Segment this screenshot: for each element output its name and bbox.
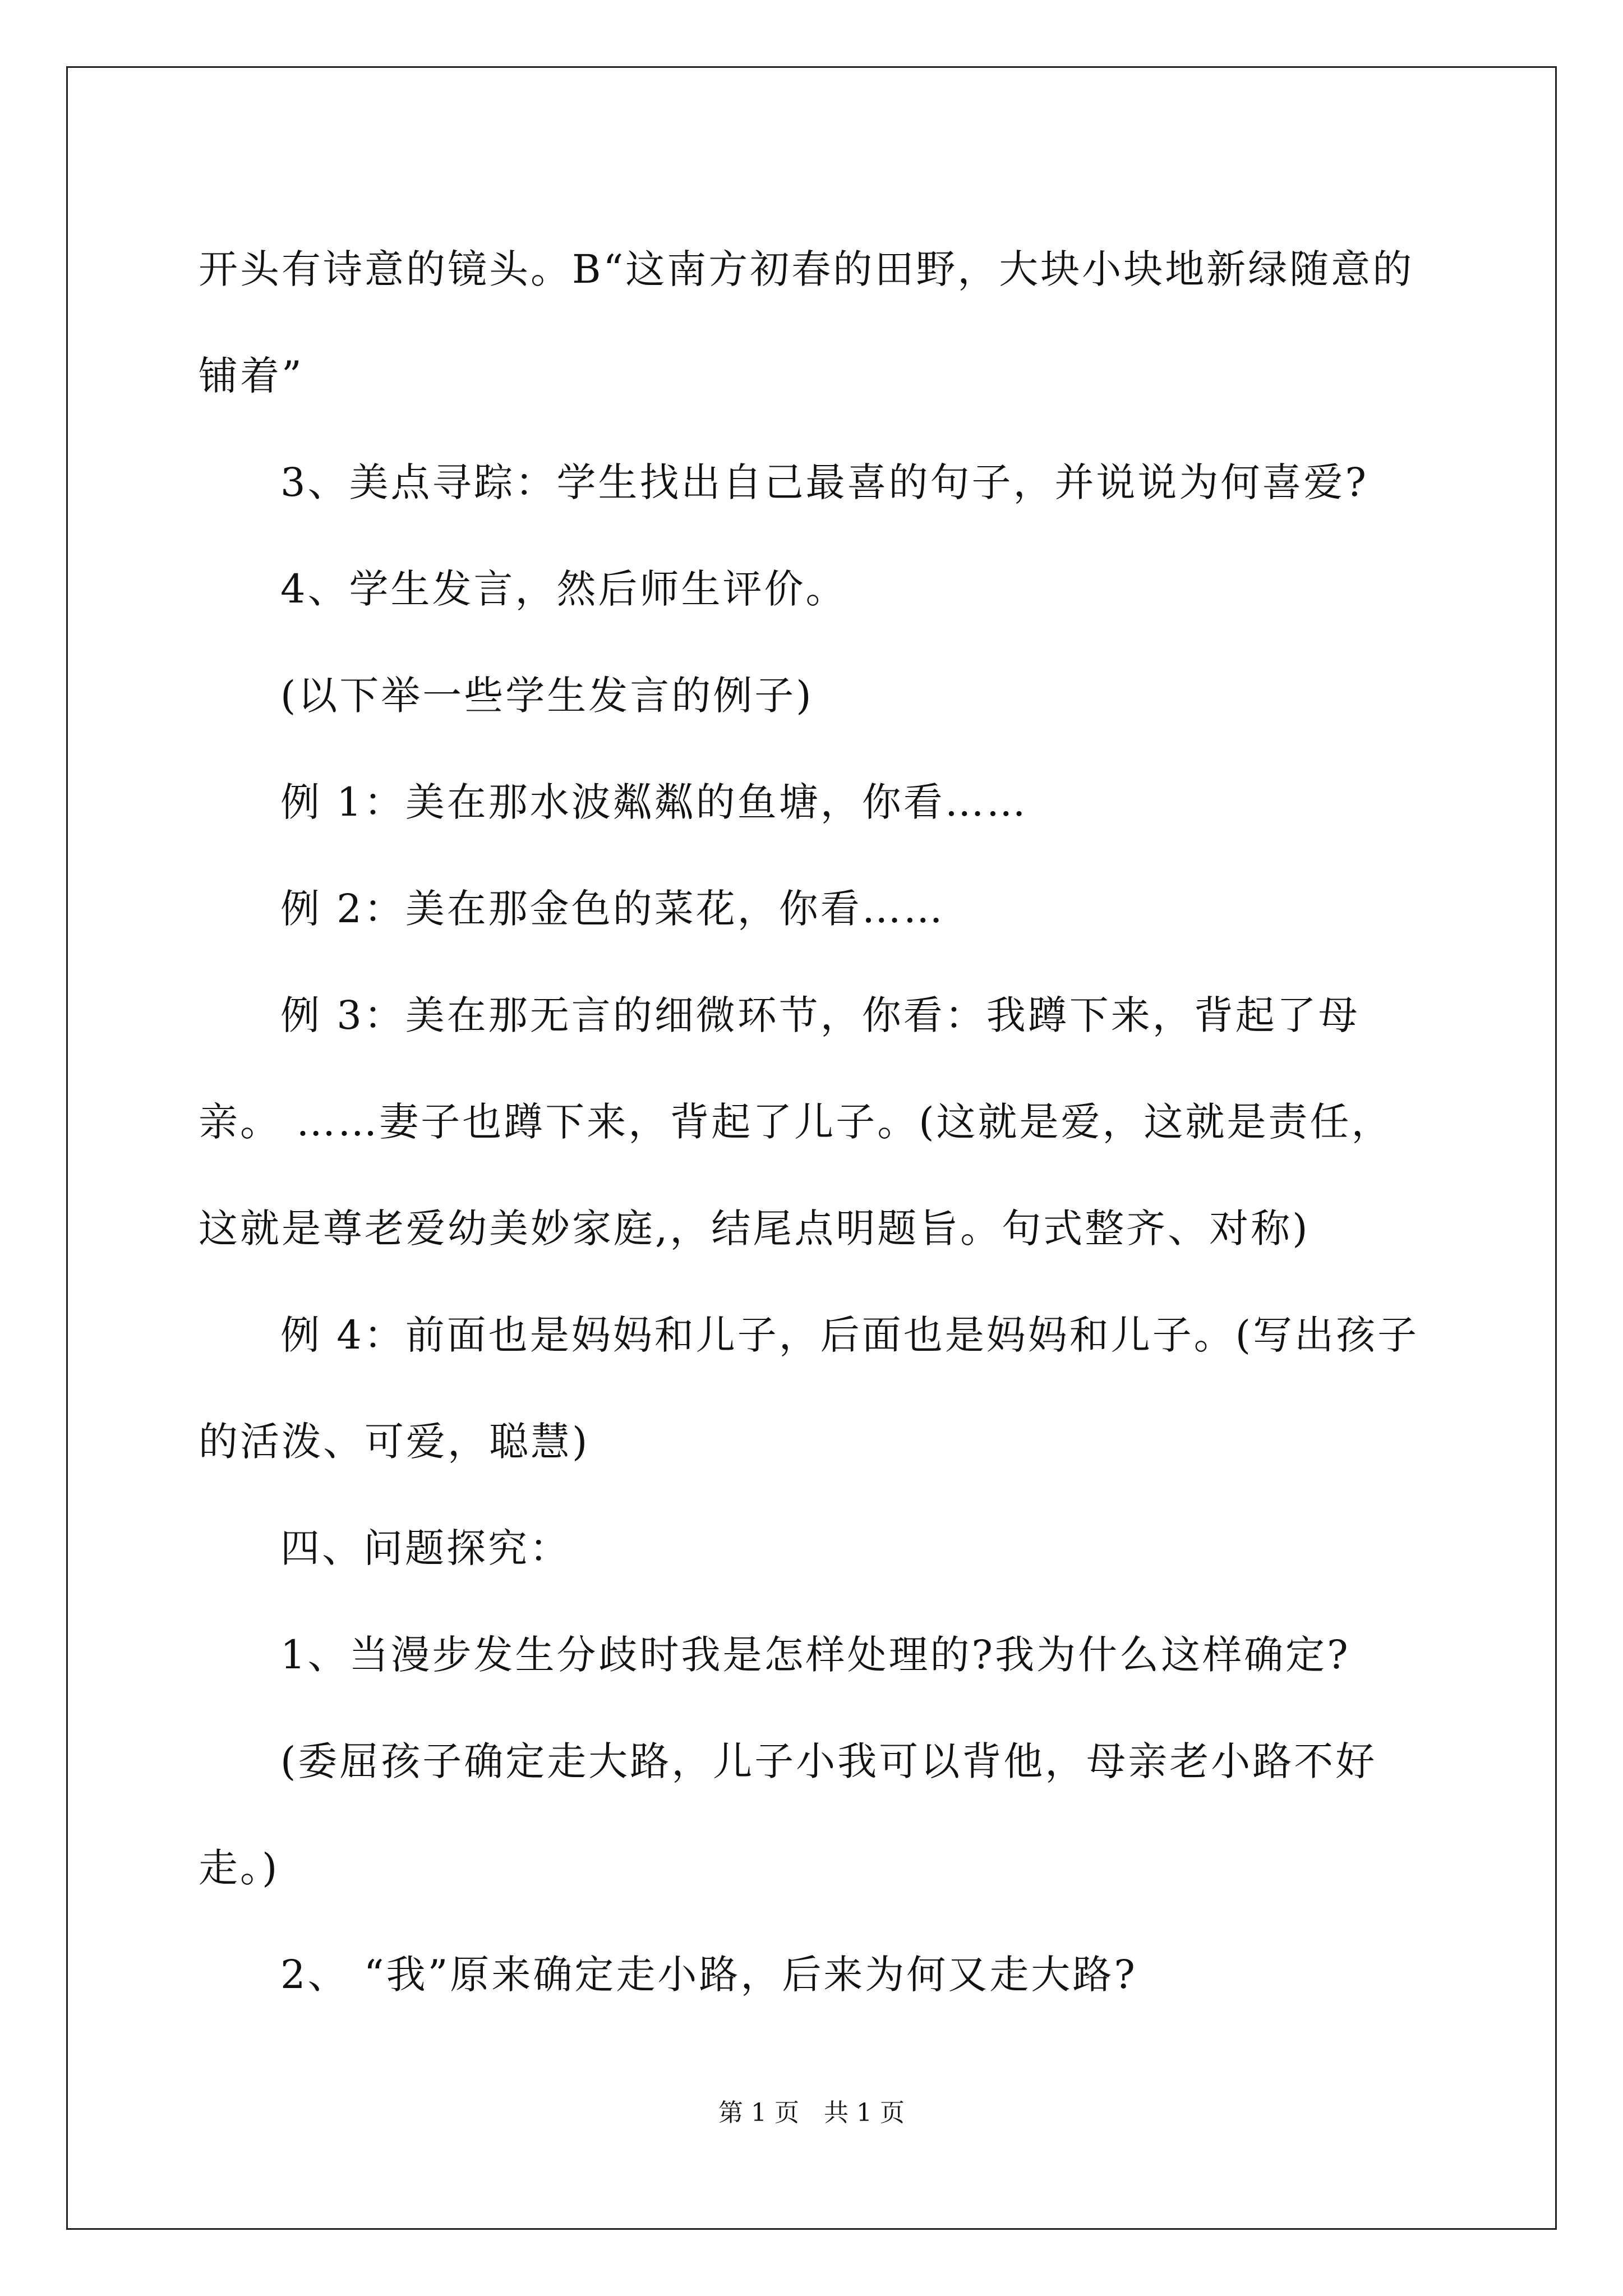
paragraph-9: 四、问题探究： [280,1525,571,1571]
paragraph-6: 例 2：美在那金色的菜花，你看…… [280,886,945,932]
paragraph-10: 1、当漫步发生分歧时我是怎样处理的?我为什么这样确定? [280,1632,1350,1678]
paragraph-11: (委屈孩子确定走大路，儿子小我可以背他，母亲老小路不好走。) [199,1738,1377,1891]
paragraph-12: 2、 “我”原来确定走小路，后来为何又走大路? [280,1952,1137,1998]
paragraph-5: 例 1：美在那水波粼粼的鱼塘，你看…… [280,779,1028,825]
page-footer: 第 1 页 共 1 页 [718,2099,905,2127]
paragraph-1: 开头有诗意的镜头。B“这南方初春的田野，大块小块地新绿随意的铺着” [199,246,1414,399]
paragraph-7: 例 3：美在那无言的细微环节，你看：我蹲下来，背起了母亲。 ……妻子也蹲下来，背起了儿子。(这就是爱，这就是责任，这就是尊老爱幼美妙家庭,，结尾点明题旨。句式整齐、对称) [199,992,1393,1251]
paragraph-8: 例 4：前面也是妈妈和儿子，后面也是妈妈和儿子。(写出孩子的活泼、可爱，聪慧) [199,1312,1419,1465]
paragraph-3: 4、学生发言，然后师生评价。 [280,566,847,612]
paragraph-4: (以下举一些学生发言的例子) [280,673,814,719]
document-body [199,216,1430,2028]
paragraph-2: 3、美点寻踪：学生找出自己最喜的句子，并说说为何喜爱? [280,459,1369,505]
